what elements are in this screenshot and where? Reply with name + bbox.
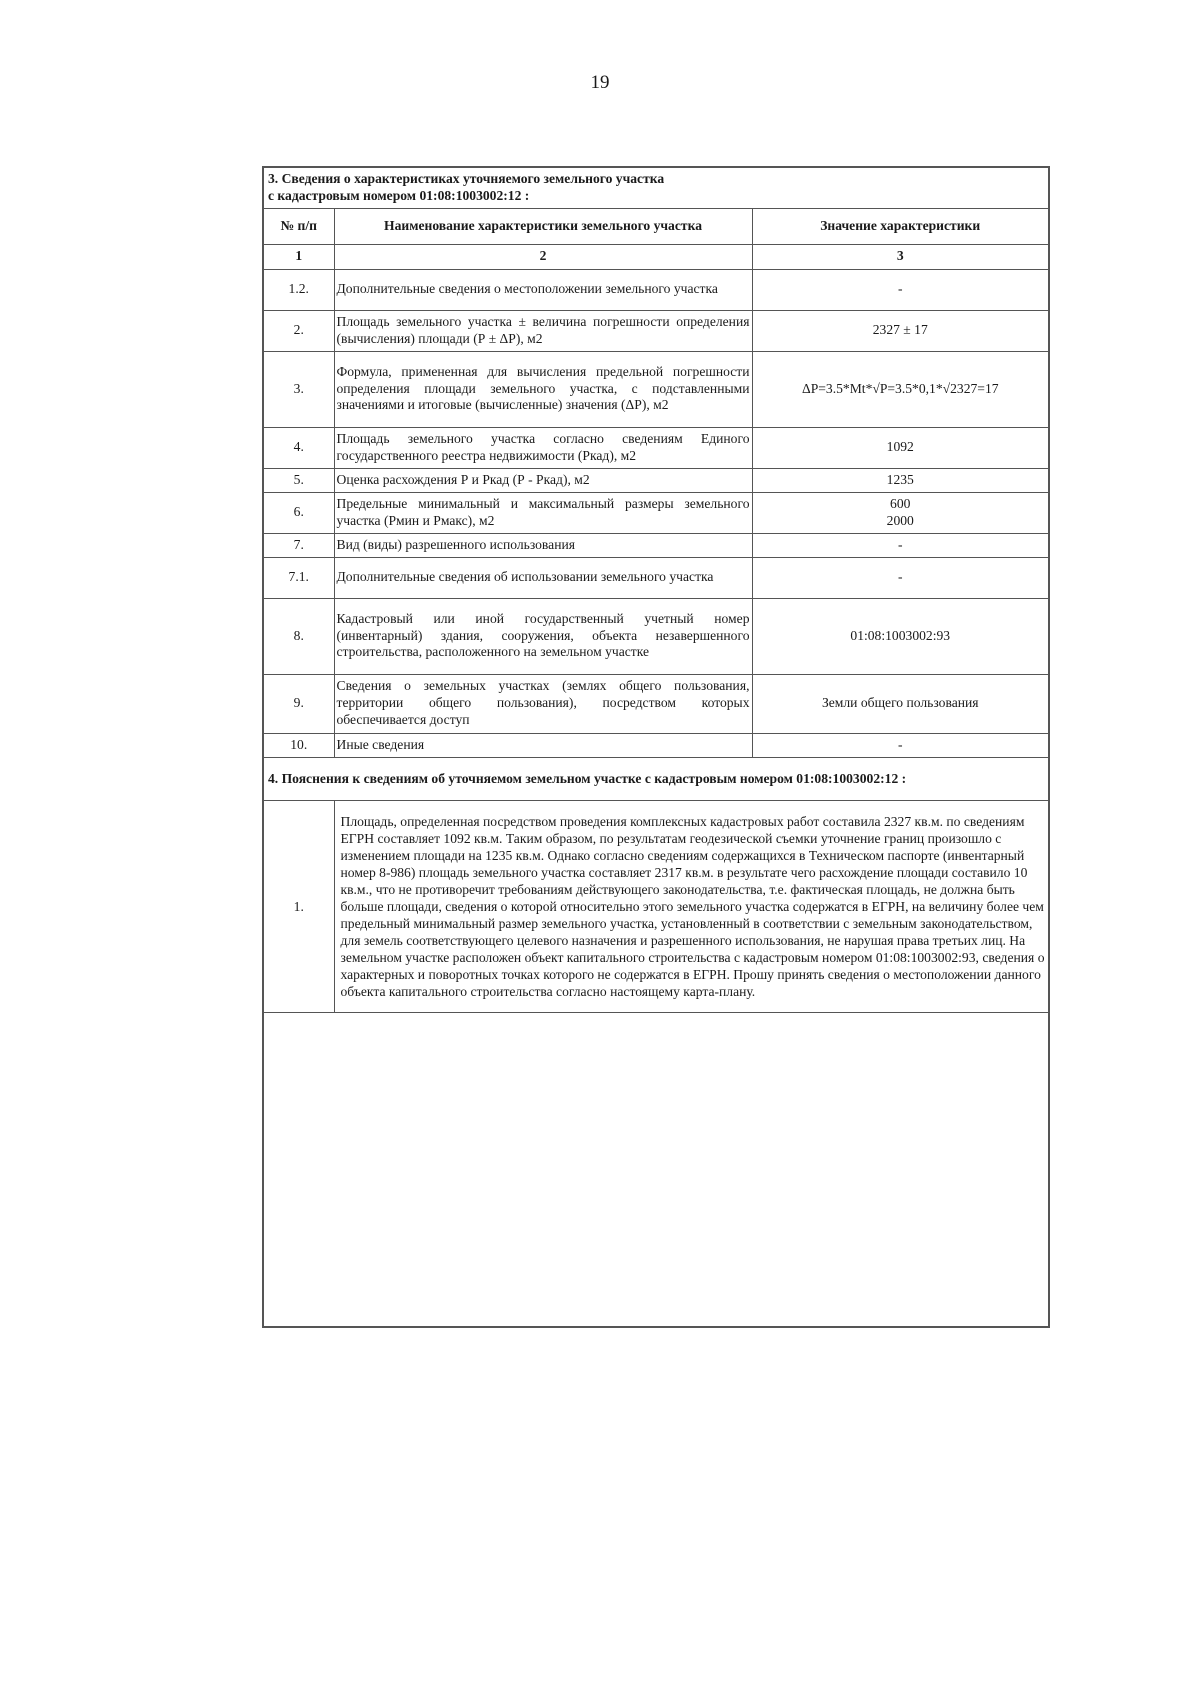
row-number: 4.	[264, 427, 334, 468]
row-number: 9.	[264, 674, 334, 733]
row-number: 6.	[264, 492, 334, 533]
column-number-row	[264, 244, 1048, 269]
row-value: -	[752, 533, 1048, 557]
section3-title-line1: 3. Сведения о характеристиках уточняемого земельного участка	[268, 171, 665, 186]
row-value-max: 2000	[886, 512, 914, 528]
row-name: Кадастровый или иной государственный учетный номер (инвентарный) здания, сооружения, объекта незавершенного строительства, расположенного на земельном участке	[334, 598, 752, 674]
characteristics-table	[264, 168, 1048, 758]
row-name: Оценка расхождения Р и Ркад (Р - Ркад), м2	[334, 468, 752, 492]
row-name: Дополнительные сведения об использовании земельного участка	[334, 557, 752, 598]
table-row	[264, 674, 1048, 733]
row-name: Вид (виды) разрешенного использования	[334, 533, 752, 557]
row-number: 10.	[264, 733, 334, 757]
note-text: Площадь, определенная посредством проведения комплексных кадастровых работ составила 2327 кв.м. по сведениям ЕГРН составляет 1092 кв.м. Таким образом, по результатам геодезической съемки уточнение границ произошло с изменением площади на 1235 кв.м. Однако согласно сведениям содержащихся в Техническом паспорте (инвентарный номер 8-986) площадь земельного участка составляет 2317 кв.м. в результате чего расхождение площади составило 10 кв.м., что не противоречит требованиям действующего законодательства, т.е. фактическая площадь, не должна быть больше площади, сведения о которой относительно этого земельного участка содержатся в ЕГРН, на величину более чем предельный минимальный размер земельного участка, установленный в соответствии с земельным законодательством, для земель соответствующего целевого назначения и разрешенного использования, не нарушая права третьих лиц. На земельном участке расположен объект капитального строительства с кадастровым номером 01:08:1003002:93, сведения о характерных и поворотных точках которого не содержатся в ЕГРН. Прошу принять сведения о местоположении данного объекта капитального строительства согласно настоящему карта-плану.	[334, 800, 1048, 1012]
page-number: 19	[590, 72, 610, 93]
header-name: Наименование характеристики земельного участка	[334, 208, 752, 244]
row-name: Сведения о земельных участках (землях общего пользования, территории общего пользования), посредством которых обеспечивается доступ	[334, 674, 752, 733]
row-value: -	[752, 557, 1048, 598]
row-name: Площадь земельного участка согласно сведениям Единого государственного реестра недвижимости (Ркад), м2	[334, 427, 752, 468]
row-name: Формула, примененная для вычисления предельной погрешности определения площади земельного участка, с подставленными значениями и итоговые (вычисленные) значения (ΔР), м2	[334, 351, 752, 427]
row-number: 7.	[264, 533, 334, 557]
table-row	[264, 310, 1048, 351]
row-name: Площадь земельного участка ± величина погрешности определения (вычисления) площади (Р ± ΔР), м2	[334, 310, 752, 351]
row-value-range	[752, 492, 1048, 533]
column-number-1: 1	[264, 244, 334, 269]
section4-heading-row	[264, 757, 1048, 800]
section3-title-line2: с кадастровым номером 01:08:1003002:12 :	[268, 187, 530, 203]
row-value: 1235	[752, 468, 1048, 492]
blank-area-row	[264, 1012, 1048, 1273]
row-value: Земли общего пользования	[752, 674, 1048, 733]
document-frame	[262, 166, 1050, 1328]
row-value: 1092	[752, 427, 1048, 468]
column-header-row	[264, 208, 1048, 244]
table-row	[264, 557, 1048, 598]
row-name: Дополнительные сведения о местоположении земельного участка	[334, 269, 752, 310]
note-number: 1.	[264, 800, 334, 1012]
section3-heading	[264, 168, 1048, 208]
section3-heading-row	[264, 168, 1048, 208]
row-value: 2327 ± 17	[752, 310, 1048, 351]
table-row	[264, 468, 1048, 492]
row-value: -	[752, 269, 1048, 310]
row-number: 8.	[264, 598, 334, 674]
row-number: 3.	[264, 351, 334, 427]
note-row	[264, 800, 1048, 1012]
notes-table	[264, 757, 1048, 1273]
table-row	[264, 351, 1048, 427]
section4-heading: 4. Пояснения к сведениям об уточняемом земельном участке с кадастровым номером 01:08:1003002:12 :	[264, 757, 1048, 800]
row-value-min: 600	[890, 495, 911, 511]
row-name: Предельные минимальный и максимальный размеры земельного участка (Рмин и Рмакс), м2	[334, 492, 752, 533]
table-row	[264, 427, 1048, 468]
table-row	[264, 533, 1048, 557]
row-name: Иные сведения	[334, 733, 752, 757]
row-value: -	[752, 733, 1048, 757]
column-number-3: 3	[752, 244, 1048, 269]
row-number: 5.	[264, 468, 334, 492]
table-row	[264, 733, 1048, 757]
column-number-2: 2	[334, 244, 752, 269]
row-value: ΔР=3.5*Mt*√P=3.5*0,1*√2327=17	[752, 351, 1048, 427]
table-row	[264, 492, 1048, 533]
header-number: № п/п	[264, 208, 334, 244]
table-row	[264, 598, 1048, 674]
header-value: Значение характеристики	[752, 208, 1048, 244]
blank-area	[264, 1012, 1048, 1273]
row-value: 01:08:1003002:93	[752, 598, 1048, 674]
table-row	[264, 269, 1048, 310]
row-number: 1.2.	[264, 269, 334, 310]
row-number: 2.	[264, 310, 334, 351]
row-number: 7.1.	[264, 557, 334, 598]
